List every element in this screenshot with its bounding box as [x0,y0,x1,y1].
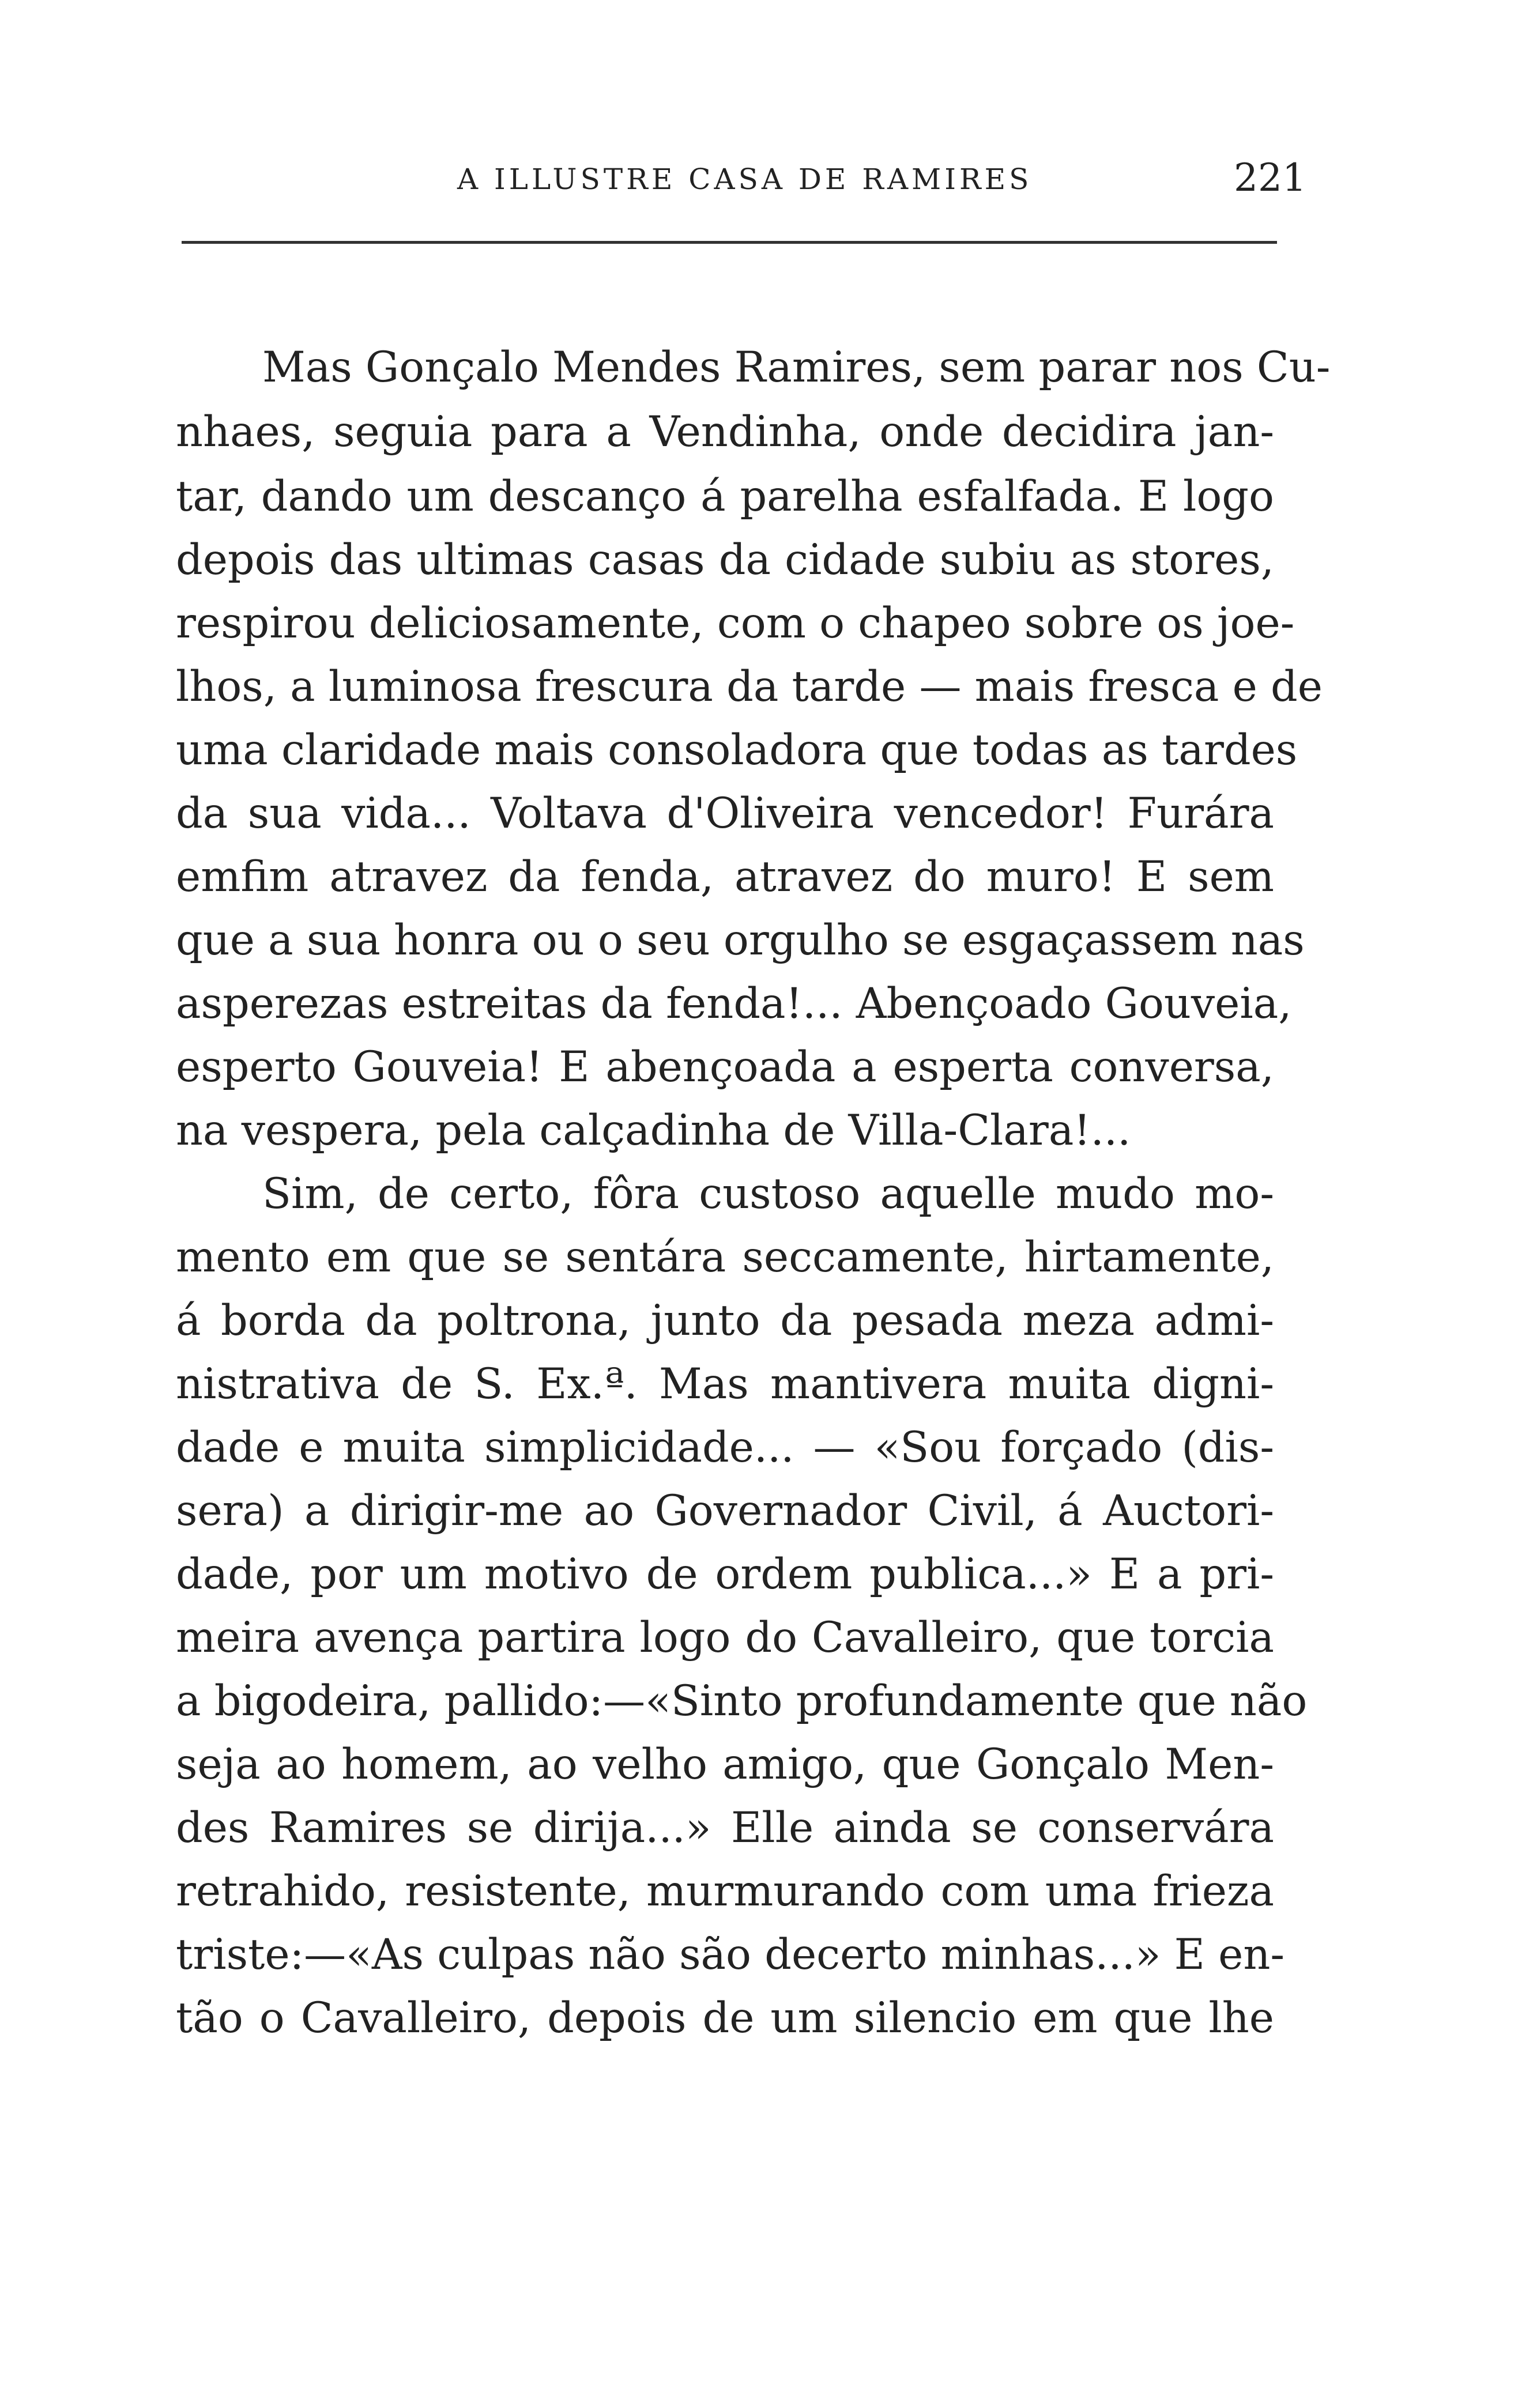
page-number: 221 [1234,156,1306,200]
text-line: meira avença partira logo do Cavalleiro, que torcia [176,1613,1274,1662]
text-line: seja ao homem, ao velho amigo, que Gonçalo Men- [176,1740,1274,1789]
text-line: tar, dando um descanço á parelha esfalfada. E logo [176,472,1274,521]
text-line: asperezas estreitas da fenda!... Abençoado Gouveia, [176,979,1292,1028]
text-line: respirou deliciosamente, com o chapeo sobre os joe- [176,599,1295,648]
text-line: nistrativa de S. Ex.ª. Mas mantivera muita digni- [176,1360,1274,1409]
running-title: A ILLUSTRE CASA DE RAMIRES [457,163,1033,196]
text-line: tão o Cavalleiro, depois de um silencio em que lhe [176,1994,1274,2043]
text-line: dade e muita simplicidade... — «Sou forçado (dis- [176,1423,1274,1472]
text-line: depois das ultimas casas da cidade subiu as stores, [176,535,1274,584]
text-line: uma claridade mais consoladora que todas as tardes [176,726,1298,775]
text-line: á borda da poltrona, junto da pesada meza admi- [176,1296,1274,1345]
text-line: dade, por um motivo de ordem publica...» E a pri- [176,1550,1274,1599]
text-line: da sua vida... Voltava d'Oliveira vencedor! Furára [176,789,1274,838]
header-rule [182,241,1277,244]
text-line: a bigodeira, pallido:—«Sinto profundamente que não [176,1677,1308,1726]
text-line: triste:—«As culpas não são decerto minhas...» E en- [176,1930,1285,1979]
text-line: Sim, de certo, fôra custoso aquelle mudo mo- [262,1169,1274,1218]
text-line: des Ramires se dirija...» Elle ainda se conservára [176,1803,1274,1852]
text-line: esperto Gouveia! E abençoada a esperta conversa, [176,1043,1274,1092]
text-line: na vespera, pela calçadinha de Villa-Clara!... [176,1106,1131,1155]
text-line: sera) a dirigir-me ao Governador Civil, á Auctori- [176,1486,1274,1535]
text-line: mento em que se sentára seccamente, hirtamente, [176,1233,1274,1282]
text-line: Mas Gonçalo Mendes Ramires, sem parar nos Cu- [262,343,1331,392]
text-line: nhaes, seguia para a Vendinha, onde decidira jan- [176,407,1274,456]
text-line: que a sua honra ou o seu orgulho se esgaçassem nas [176,916,1305,965]
text-line: lhos, a luminosa frescura da tarde — mais fresca e de [176,662,1323,711]
text-line: retrahido, resistente, murmurando com uma frieza [176,1867,1274,1916]
text-line: emfim atravez da fenda, atravez do muro! E sem [176,852,1274,901]
